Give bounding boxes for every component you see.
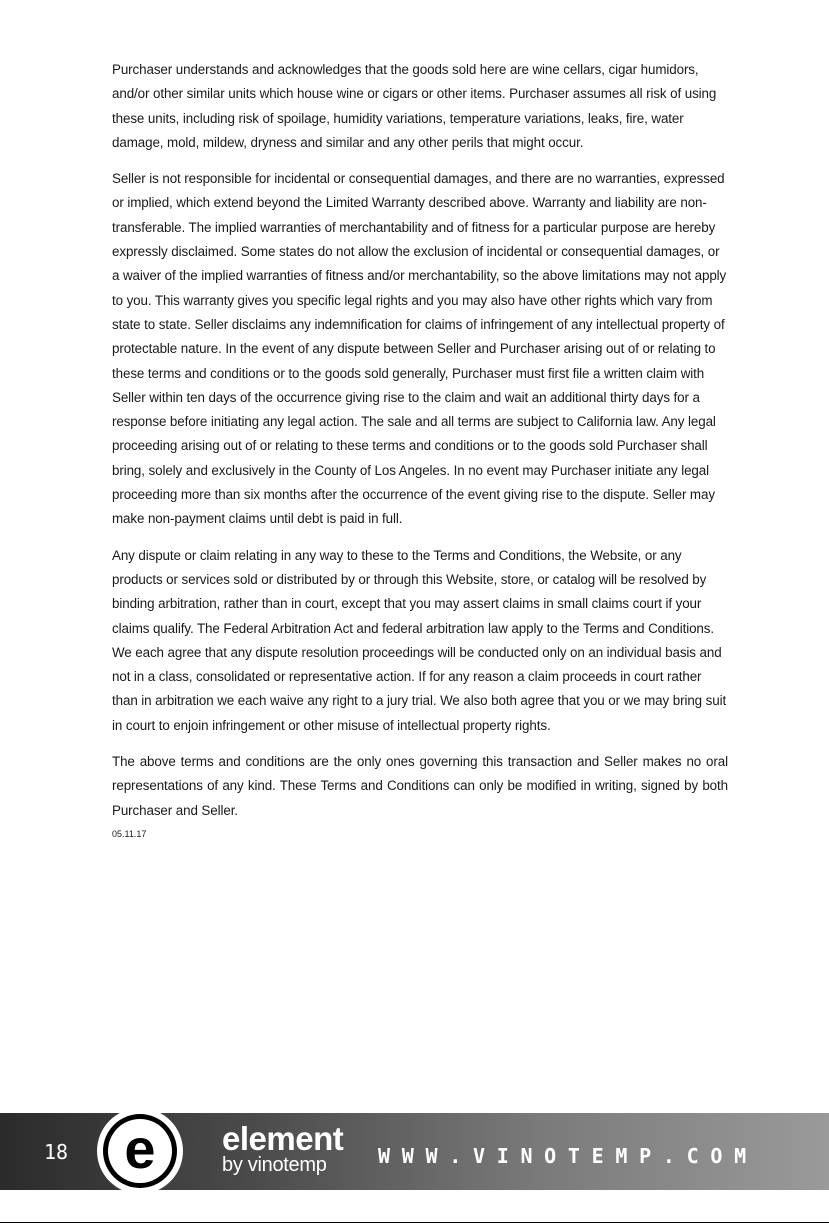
page-number: 18 [44, 1140, 69, 1164]
brand-name: element [222, 1120, 344, 1157]
terms-content [112, 58, 728, 839]
brand-subtitle: by vinotemp [222, 1154, 327, 1176]
element-e-logo-icon [95, 1106, 185, 1196]
paragraph-risk: Purchaser understands and acknowledges that the goods sold here are wine cellars, cigar humidors, and/or other similar units which house wine or cigars or other items. Purchaser assumes all risk of using these units, including risk of spoilage, humidity variations, temperature variations, leaks, fire, water damage, mold, mildew, dryness and similar and any other perils that might occur. [112, 62, 717, 150]
date-stamp: 05.11.17 [112, 828, 147, 839]
logo-letter: e [124, 1117, 156, 1180]
bottom-divider [0, 1222, 829, 1223]
paragraph-governing: The above terms and conditions are the only ones governing this transaction and Seller makes no oral representations of any kind. These Terms and Conditions can only be modified in writing, signed by both Purchaser and Seller. [112, 754, 728, 818]
brand-wordmark [222, 1120, 344, 1176]
paragraph-liability: Seller is not responsible for incidental or consequential damages, and there are no warranties, expressed or implied, which extend beyond the Limited Warranty described above. Warranty and liability are non-transferable. The implied warranties of merchantability and of fitness for a particular purpose are hereby expressly disclaimed. Some states do not allow the exclusion of incidental or consequential damages, or a waiver of the implied warranties of fitness and/or merchantability, so the above limitations may not apply to you. This warranty gives you specific legal rights and you may also have other rights which vary from state to state. Seller disclaims any indemnification for claims of infringement of any intellectual property of protectable nature. In the event of any dispute between Seller and Purchaser arising out of or relating to these terms and conditions or to the goods sold generally, Purchaser must first file a written claim with Seller within ten days of the occurrence giving rise to the claim and wait an additional thirty days for a response before initiating any legal action. The sale and all terms are subject to California law. Any legal proceeding arising out of or relating to these terms and conditions or to the goods sold Purchaser shall bring, solely and exclusively in the County of Los Angeles. In no event may Purchaser initiate any legal proceeding more than six months after the occurrence of the event giving rise to the dispute. Seller may make non-payment claims until debt is paid in full. [112, 171, 727, 527]
website-url: WWW.VINOTEMP.COM [378, 1144, 758, 1168]
paragraph-arbitration: Any dispute or claim relating in any way to these to the Terms and Conditions, the Website, or any products or services sold or distributed by or through this Website, store, or catalog will be resolved by binding arbitration, rather than in court, except that you may assert claims in small claims court if your claims qualify. The Federal Arbitration Act and federal arbitration law apply to the Terms and Conditions. We each agree that any dispute resolution proceedings will be conducted only on an individual basis and not in a class, consolidated or representative action. If for any reason a claim proceeds in court rather than in arbitration we each waive any right to a jury trial. We also both agree that you or we may bring suit in court to enjoin infringement or other misuse of intellectual property rights. [112, 547, 727, 733]
